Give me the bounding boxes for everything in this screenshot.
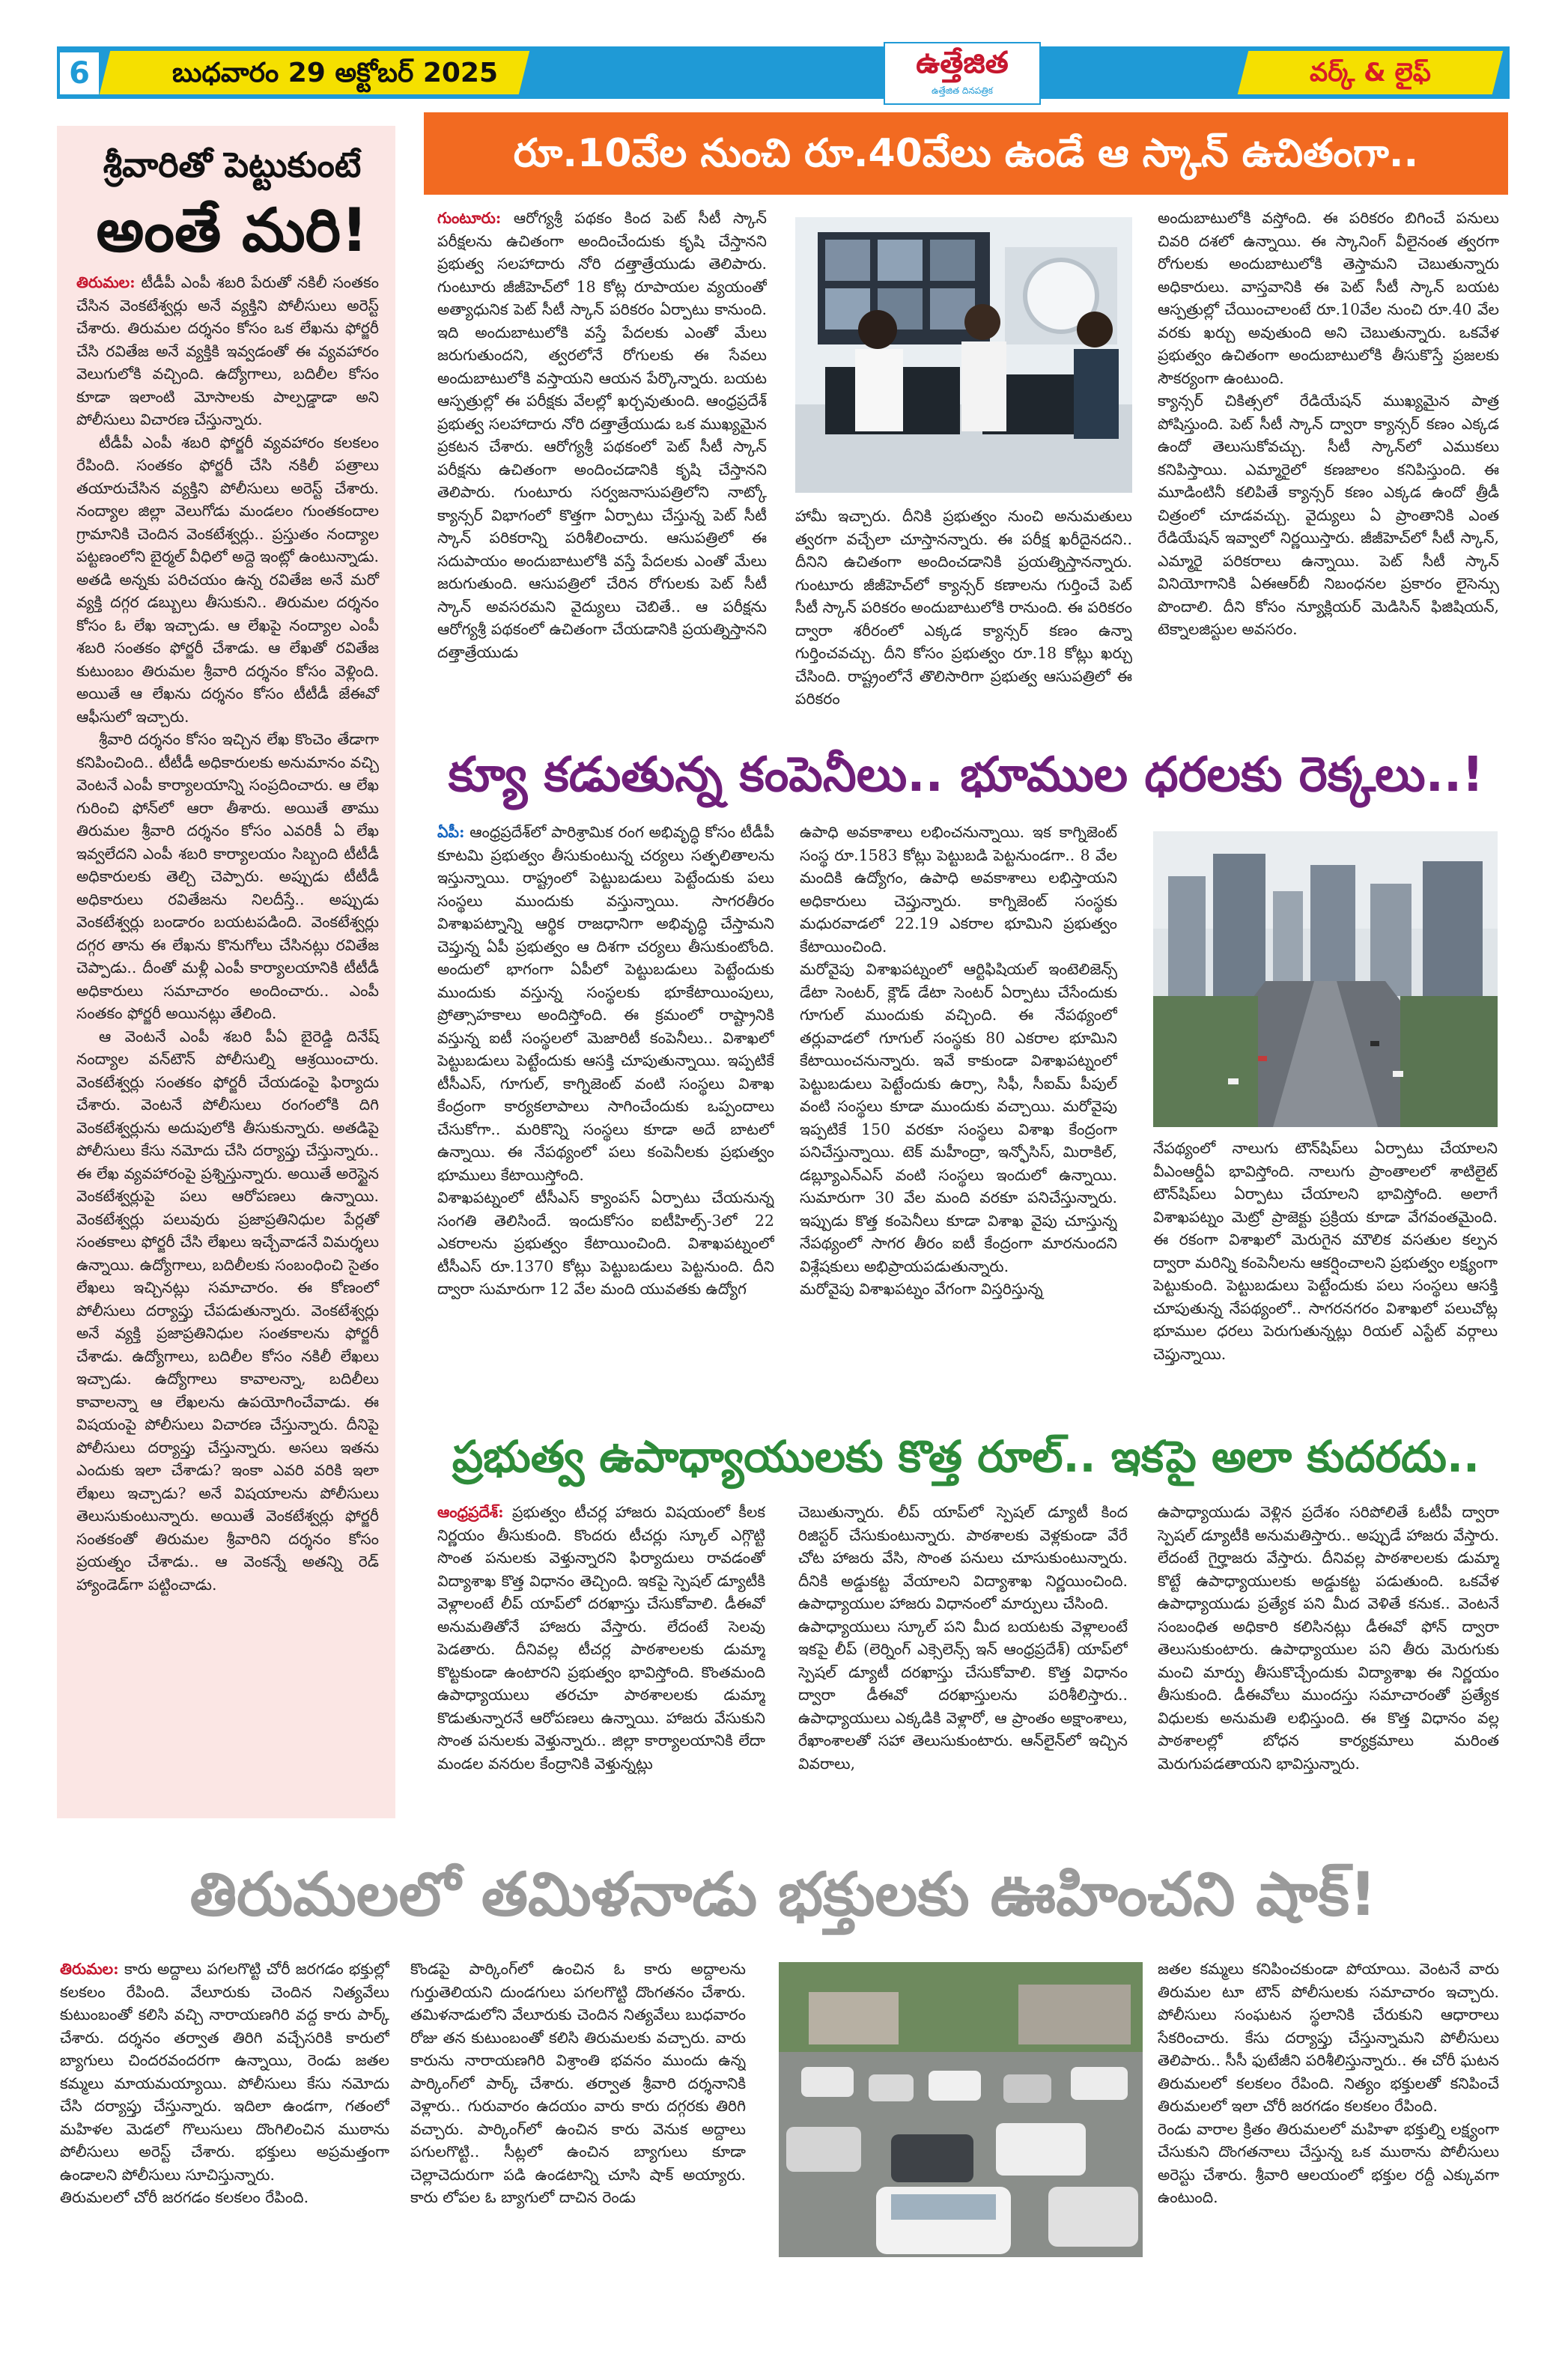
side-paragraph: తిరుమల: టీడీపీ ఎంపీ శబరి పేరుతో నకిలీ సంతకం చేసిన వెంకటేశ్వర్లు అనే వ్యక్తిని పోలీసులు అరెస్ట్ చేశారు. తిరుమల దర్శనం కోసం ఒక లేఖను ఫోర్జరీ చేసి రవితేజ అనే వ్యక్తికి ఇవ్వడంతో ఈ వ్యవహారం వెలుగులోకి వచ్చింది. ఉద్యోగాలు, బదిలీల కోసం కూడా ఇలాంటి మోసాలకు పాల్పడ్డాడా అని పోలీసులు విచారణ చేస్తున్నారు.	[76, 273, 379, 428]
logo-tagline: ఉత్తేజిత దినపత్రిక	[932, 85, 993, 96]
teachers-col-3: ఉపాధ్యాయుడు వెళ్లిన ప్రదేశం సరిపోలితే ఓటీపీ ద్వారా స్పెషల్ డ్యూటీకి అనుమతిస్తారు.. అప్పుడే హాజరు వేస్తారు. లేదంటే గైర్హాజరు వేస్తారు. దీనివల్ల పాఠశాలలకు డుమ్మా కొట్టే ఉపాధ్యాయులకు అడ్డుకట్ట పడుతుంది. ఒకవేళ ఉపాధ్యాయుడు ప్రత్యేక పని మీద వెళితే కనుక.. వెంటనే సంబంధిత అధికారి కలిసినట్లు డీఈవో ఫోన్ ద్వారా తెలుసుకుంటారు. ఉపాధ్యాయుల పని తీరు మెరుగుకు మంచి మార్పు తీసుకొచ్చేందుకు విద్యాశాఖ ఈ నిర్ణయం తీసుకుంది. డీఈవోలు ముందస్తు సమాచారంతో ప్రత్యేక విధులకు అనుమతి లభిస్తుంది. ఈ కొత్త విధానం వల్ల పాఠశాలల్లో బోధన కార్యక్రమాలు మరింత మెరుగుపడతాయని భావిస్తున్నారు.	[1158, 1503, 1499, 1773]
photo-ct-scan-lab	[795, 217, 1132, 493]
tirumala-col-2: కొండపై పార్కింగ్‌లో ఉంచిన ఓ కారు అద్దాలను గుర్తుతెలియని దుండగులు పగలగొట్టి దొంగతనం చేశారు. తమిళనాడులోని వేలూరుకు చెందిన నిత్యవేలు బుధవారం రోజు తన కుటుంబంతో కలిసి తిరుమలకు వచ్చారు. వారు కారును నారాయణగిరి విశ్రాంతి భవనం ముందు ఉన్న పార్కింగ్‌లో పార్క్ చేశారు. తర్వాత శ్రీవారి దర్శనానికి వెళ్లారు.. గురువారం ఉదయం వారు కారు దగ్గరకు తిరిగి వచ్చారు. పార్కింగ్‌లో ఉంచిన కారు వెనుక అద్దాలు పగులగొట్టి.. సీట్లలో ఉంచిన బ్యాగులు కూడా చెల్లాచెదురుగా పడి ఉండటాన్ని చూసి షాక్ అయ్యారు. కారు లోపల ఓ బ్యాగులో దాచిన రెండు	[410, 1960, 746, 2206]
dateline: ఏపీ:	[437, 823, 465, 841]
newspaper-logo	[884, 42, 1041, 105]
logo-title: ఉత్తేజిత	[916, 46, 1009, 80]
scan-col-2: హామీ ఇచ్చారు. దీనికి ప్రభుత్వం నుంచి అనుమతులు త్వరగా వచ్చేలా చూస్తానన్నారు. ఈ పరీక్ష ఖరీదైనదని.. దీనిని ఉచితంగా అందించడానికి ప్రయత్నిస్తానన్నారు. గుంటూరు జీజీహెచ్‌లో క్యాన్సర్ కణాలను గుర్తించే పెట్ సీటీ స్కాన్ పరికరం అందుబాటులోకి రానుంది. ఈ పరికరం ద్వారా శరీరంలో ఎక్కడ క్యాన్సర్ కణం ఉన్నా గుర్తించవచ్చు. దీని కోసం ప్రభుత్వం రూ.18 కోట్లు ఖర్చు చేసింది. రాష్ట్రంలోనే తొలిసారిగా ప్రభుత్వ ఆసుపత్రిలో ఈ పరికరం	[795, 507, 1132, 708]
scan-col-1: గుంటూరు: ఆరోగ్యశ్రీ పథకం కింద పెట్ సీటీ స్కాన్ పరీక్షలను ఉచితంగా అందించేందుకు కృషి చేస్తానని ప్రభుత్వ సలహాదారు నోరి దత్తాత్రేయుడు తెలిపారు. గుంటూరు జీజీహెచ్‌లో 18 కోట్ల రూపాయల వ్యయంతో అత్యాధునిక పెట్ సీటీ స్కాన్ పరికరం ఏర్పాటు కానుంది. ఇది అందుబాటులోకి వస్తే పేదలకు ఎంతో మేలు జరుగుతుందని, త్వరలోనే రోగులకు ఈ సేవలు అందుబాటులోకి వస్తాయని ఆయన పేర్కొన్నారు. బయట ఆస్పత్రుల్లో ఈ పరీక్షకు వేలల్లో ఖర్చవుతుంది. ఆంధ్రప్రదేశ్ ప్రభుత్వ సలహాదారు నోరి దత్తాత్రేయుడు ఒక ముఖ్యమైన ప్రకటన చేశారు. ఆరోగ్యశ్రీ పథకంలో పెట్ సీటీ స్కాన్ పరీక్షను ఉచితంగా అందించడానికి కృషి చేస్తానని తెలిపారు. గుంటూరు సర్వజనాసుపత్రిలోని నాట్కో క్యాన్సర్ విభాగంలో కొత్తగా ఏర్పాటు చేస్తున్న పెట్ సీటీ స్కాన్ పరికరాన్ని పరిశీలించారు. ఆసుపత్రిలో ఈ సదుపాయం అందుబాటులోకి వస్తే పేదలకు ఎంతో మేలు జరుగుతుంది. ఆసుపత్రిలో చేరిన రోగులకు పెట్ సీటీ స్కాన్ అవసరమని వైద్యులు చెబితే.. ఆ పరీక్షను ఆరోగ్యశ్రీ పథకంలో ఉచితంగా చేయడానికి ప్రయత్నిస్తానని దత్తాత్రేయుడు	[437, 209, 767, 661]
headline-teachers: ప్రభుత్వ ఉపాధ్యాయులకు కొత్త రూల్.. ఇకపై అలా కుదరదు..	[452, 1431, 1480, 1482]
side-story-title: అంతే మరి!	[96, 195, 368, 265]
side-paragraph: టీడీపీ ఎంపీ శబరి ఫోర్జరీ వ్యవహారం కలకలం రేపింది. సంతకం ఫోర్జరీ చేసి నకిలీ పత్రాలు తయారుచేసిన వ్యక్తిని పోలీసులు అరెస్ట్ చేశారు. నంద్యాల జిల్లా వెలుగోడు మండలం గుంతకందాల గ్రామానికి చెందిన వెంకటేశ్వర్లు.. ప్రస్తుతం నంద్యాల పట్టణంలోని బైర్మల్ వీధిలో అద్దె ఇంట్లో ఉంటున్నాడు. అతడి అన్నకు పరిచయం ఉన్న రవితేజ అనే మరో వ్యక్తి దగ్గర డబ్బులు తీసుకుని.. తిరుమల దర్శనం కోసం ఓ లేఖ ఇచ్చాడు. ఆ లేఖపై నంద్యాల ఎంపీ శబరి సంతకం ఫోర్జరీ చేశాడు. ఆ లేఖతో రవితేజ కుటుంబం తిరుమల శ్రీవారి దర్శనం కోసం వెళ్లింది. అయితే ఆ లేఖను దర్శనం కోసం టీటీడీ జేఈవో ఆఫీసులో ఇచ్చారు.	[76, 433, 379, 726]
side-paragraph: శ్రీవారి దర్శనం కోసం ఇచ్చిన లేఖ కొంచెం తేడాగా కనిపించింది.. టీటీడీ అధికారులకు అనుమానం వచ్చి వెంటనే ఎంపీ కార్యాలయాన్ని సంప్రదించారు. ఆ లేఖ గురించి ఫోన్‌లో ఆరా తీశారు. అయితే తాము తిరుమల శ్రీవారి దర్శనం కోసం ఎవరికీ ఏ లేఖ ఇవ్వలేదని ఎంపీ శబరి కార్యాలయం సిబ్బంది టీటీడీ అధికారులకు తెల్చి చెప్పారు. అప్పుడు టీటీడీ అధికారులు రవితేజను నిలదీస్తే.. అప్పుడు వెంకటేశ్వర్లు బండారం బయటపడింది. వెంకటేశ్వర్లు దగ్గర తాను ఈ లేఖను కొనుగోలు చేసినట్లు రవితేజ చెప్పాడు.. దీంతో మళ్లీ ఎంపీ కార్యాలయానికి టీటీడీ అధికారులు సమాచారం అందించారు.. ఎంపీ సంతకం ఫోర్జరీ అయినట్లు తేలింది.	[76, 730, 379, 1022]
teachers-col-1: ఆంధ్రప్రదేశ్: ప్రభుత్వం టీచర్ల హాజరు విషయంలో కీలక నిర్ణయం తీసుకుంది. కొందరు టీచర్లు స్కూల్ ఎగ్గొట్టి సొంత పనులకు వెళ్తున్నారని ఫిర్యాదులు రావడంతో విద్యాశాఖ కొత్త విధానం తెచ్చింది. ఇకపై స్పెషల్ డ్యూటీకి వెళ్లాలంటే లీప్ యాప్‌లో దరఖాస్తు చేసుకోవాలి. డీఈవో అనుమతితోనే హాజరు వేస్తారు. లేదంటే సెలవు పెడతారు. దీనివల్ల టీచర్ల పాఠశాలలకు డుమ్మా కొట్టకుండా ఉంటారని ప్రభుత్వం భావిస్తోంది. కొంతమంది ఉపాధ్యాయులు తరచూ పాఠశాలలకు డుమ్మా కొడుతున్నారనే ఆరోపణలు ఉన్నాయి. హాజరు వేసుకుని సొంత పనులకు వెళ్తున్నారు.. జిల్లా కార్యాలయానికి లేదా మండల వనరుల కేంద్రానికి వెళ్తున్నట్లు	[437, 1503, 765, 1773]
land-col-2: ఉపాధి అవకాశాలు లభించనున్నాయి. ఇక కాగ్నిజెంట్ సంస్థ రూ.1583 కోట్లు పెట్టుబడి పెట్టనుండగా.. 8 వేల మందికి ఉద్యోగం, ఉపాధి అవకాశాలు లభిస్తాయని అధికారులు చెప్తున్నారు. కాగ్నిజెంట్ సంస్థకు మధురవాడలో 22.19 ఎకరాల భూమిని ప్రభుత్వం కేటాయించింది. మరోవైపు విశాఖపట్నంలో ఆర్టిఫిషియల్ ఇంటెలిజెన్స్ డేటా సెంటర్, క్లౌడ్ డేటా సెంటర్ ఏర్పాటు చేసేందుకు గూగుల్ ముందుకు వచ్చింది. ఈ నేపథ్యంలో తర్లువాడలో గూగుల్ సంస్థకు 80 ఎకరాల భూమిని కేటాయించనున్నారు. ఇవే కాకుండా విశాఖపట్నంలో పెట్టుబడులు పెట్టేందుకు ఉర్సా, సిఫీ, సీఐమ్ పీపుల్ వంటి సంస్థలు కూడా ముందుకు వచ్చాయి. మరోవైపు ఇప్పటికే 150 వరకూ సంస్థలు విశాఖ కేంద్రంగా పనిచేస్తున్నాయి. టెక్ మహీంద్రా, ఇన్ఫోసిస్, మిరాకిల్, డబ్ల్యూఎన్‌ఎస్ వంటి సంస్థలు ఇందులో ఉన్నాయి. సుమారుగా 30 వేల మంది వరకూ పనిచేస్తున్నారు. ఇప్పుడు కొత్త కంపెనీలు కూడా విశాఖ వైపు చూస్తున్న నేపథ్యంలో సాగర తీరం ఐటీ కేంద్రంగా మారనుందని విశ్లేషకులు అభిప్రాయపడుతున్నారు. మరోవైపు విశాఖపట్నం వేగంగా విస్తరిస్తున్న	[800, 823, 1117, 1298]
tirumala-col-1: తిరుమల: కారు అద్దాలు పగలగొట్టి చోరీ జరగడం భక్తుల్లో కలకలం రేపింది. వేలూరుకు చెందిన నిత్యవేలు కుటుంబంతో కలిసి వచ్చి నారాయణగిరి వద్ద కారు పార్క్ చేశారు. దర్శనం తర్వాత తిరిగి వచ్చేసరికి కారులో బ్యాగులు చిందరవందరగా ఉన్నాయి, రెండు జతల కమ్మలు మాయమయ్యాయి. పోలీసులు కేసు నమోదు చేసి దర్యాప్తు చేస్తున్నారు. ఇదిలా ఉండగా, గతంలో మహిళల మెడలో గొలుసులు దొంగిలించిన ముఠాను పోలీసులు అరెస్ట్ చేశారు. భక్తులు అప్రమత్తంగా ఉండాలని పోలీసులు సూచిస్తున్నారు. తిరుమలలో చోరీ జరగడం కలకలం రేపింది.	[60, 1960, 389, 2206]
headline-scan: రూ.10వేల నుంచి రూ.40వేలు ఉండే ఆ స్కాన్ ఉచితంగా..	[513, 131, 1419, 176]
land-col-1: ఏపీ: ఆంధ్రప్రదేశ్‌లో పారిశ్రామిక రంగ అభివృద్ధి కోసం టీడీపీ కూటమి ప్రభుత్వం తీసుకుంటున్న చర్యలు సత్ఫలితాలను ఇస్తున్నాయి. రాష్ట్రంలో పెట్టుబడులు పెట్టేందుకు పలు సంస్థలు ముందుకు వస్తున్నాయి. సాగరతీరం విశాఖపట్నాన్ని ఆర్థిక రాజధానిగా అభివృద్ధి చేస్తామని చెప్తున్న ఏపీ ప్రభుత్వం ఆ దిశగా చర్యలు తీసుకుంటోంది. అందులో భాగంగా ఏపీలో పెట్టుబడులు పెట్టేందుకు ముందుకు వస్తున్న సంస్థలకు భూకేటాయింపులు, ప్రోత్సాహకాలు అందిస్తోంది. ఈ క్రమంలో రాష్ట్రానికి వస్తున్న ఐటీ సంస్థలలో మెజారిటీ కంపెనీలు.. విశాఖలో పెట్టుబడులు పెట్టేందుకు ఆసక్తి చూపుతున్నాయి. ఇప్పటికే టీసీఎస్, గూగుల్, కాగ్నిజెంట్ వంటి సంస్థలు విశాఖ కేంద్రంగా కార్యకలాపాలు సాగించేందుకు ఒప్పందాలు చేసుకోగా.. మరికొన్ని సంస్థలు కూడా అదే బాటలో ఉన్నాయి. ఈ నేపథ్యంలో పలు కంపెనీలకు ప్రభుత్వం భూములు కేటాయిస్తోంది. విశాఖపట్నంలో టీసీఎస్ క్యాంపస్ ఏర్పాటు చేయనున్న సంగతి తెలిసిందే. ఇందుకోసం ఐటీహిల్స్-3లో 22 ఎకరాలను ప్రభుత్వం కేటాయించింది. విశాఖపట్నంలో టీసీఎస్ రూ.1370 కోట్లు పెట్టుబడులు పెట్టనుంది. దీని ద్వారా సుమారుగా 12 వేల మంది యువతకు ఉద్యోగ	[437, 823, 774, 1298]
dateline: ఆంధ్రప్రదేశ్:	[437, 1503, 504, 1521]
teachers-col-2: చెబుతున్నారు. లీప్ యాప్‌లో స్పెషల్ డ్యూటీ కింద రిజిస్టర్ చేసుకుంటున్నారు. పాఠశాలకు వెళ్లకుండా వేరే చోట హాజరు వేసి, సొంత పనులు చూసుకుంటున్నారు. దీనికి అడ్డుకట్ట వేయాలని విద్యాశాఖ నిర్ణయించింది. ఉపాధ్యాయుల హాజరు విధానంలో మార్పులు చేసింది. ఉపాధ్యాయులు స్కూల్ పని మీద బయటకు వెళ్లాలంటే ఇకపై లీప్ (లెర్నింగ్ ఎక్సెలెన్స్ ఇన్ ఆంధ్రప్రదేశ్) యాప్‌లో స్పెషల్ డ్యూటీ దరఖాస్తు చేసుకోవాలి. కొత్త విధానం ద్వారా డీఈవో దరఖాస్తులను పరిశీలిస్తారు.. ఉపాధ్యాయులు ఎక్కడికి వెళ్లారో, ఆ ప్రాంతం అక్షాంశాలు, రేఖాంశాలతో సహా తెలుసుకుంటారు. ఆన్‌లైన్‌లో ఇచ్చిన వివరాలు,	[798, 1503, 1128, 1773]
side-story-kicker: శ్రీవారితో పెట్టుకుంటే	[103, 145, 362, 185]
land-col-3: నేపథ్యంలో నాలుగు టౌన్‌షిప్‌లు ఏర్పాటు చేయాలని వీఎంఆర్డీఏ భావిస్తోంది. నాలుగు ప్రాంతాలలో శాటిలైట్ టౌన్‌షిప్‌లు ఏర్పాటు చేయాలని భావిస్తోంది. అలాగే విశాఖపట్నం మెట్రో ప్రాజెక్టు ప్రక్రియ కూడా వేగవంతమైంది. ఈ రకంగా విశాఖలో మెరుగైన మౌలిక వసతుల కల్పన ద్వారా మరిన్ని కంపెనీలను ఆకర్షించాలని ప్రభుత్వం లక్ష్యంగా పెట్టుకుంది. పెట్టుబడులు పెట్టేందుకు పలు సంస్థలు ఆసక్తి చూపుతున్న నేపథ్యంలో.. సాగరనగరం విశాఖలో పలుచోట్ల భూముల ధరలు పెరుగుతున్నట్లు రియల్ ఎస్టేట్ వర్గాలు చెప్తున్నాయి.	[1153, 1139, 1498, 1363]
photo-city-skyline	[1153, 831, 1498, 1127]
issue-date: బుధవారం 29 అక్టోబర్ 2025	[172, 58, 499, 88]
side-paragraph: ఆ వెంటనే ఎంపీ శబరి పీఏ బైరెడ్డి దినేష్ నంద్యాల వన్‌టౌన్ పోలీసుల్ని ఆశ్రయించారు. వెంకటేశ్వర్లు సంతకం ఫోర్జరీ చేయడంపై ఫిర్యాదు చేశారు. వెంటనే పోలీసులు రంగంలోకి దిగి వెంకటేశ్వర్లును అదుపులోకి తీసుకున్నారు. అతడిపై పోలీసులు కేసు నమోదు చేసి దర్యాప్తు చేస్తున్నారు.. ఈ లేఖ వ్యవహారంపై ప్రశ్నిస్తున్నారు. అయితే అరెస్టైన వెంకటేశ్వర్లుపై పలు ఆరోపణలు ఉన్నాయి. వెంకటేశ్వర్లు పలువురు ప్రజాప్రతినిధుల పేర్లతో సంతకాలు ఫోర్జరీ చేసి లేఖలు ఇచ్చేవాడనే విమర్శలు ఉన్నాయి. ఉద్యోగాలు, బదిలీలకు సంబంధించి సైతం లేఖలు ఇచ్చినట్లు సమాచారం. ఈ కోణంలో పోలీసులు దర్యాప్తు చేపడుతున్నారు. వెంకటేశ్వర్లు అనే వ్యక్తి ప్రజాప్రతినిధుల సంతకాలను ఫోర్జరీ చేశాడు. ఉద్యోగాలు, బదిలీల కోసం నకిలీ లేఖలు ఇచ్చాడు. ఉద్యోగాలు కావాలన్నా, బదిలీలు కావాలన్నా ఆ లేఖలను ఉపయోగించేవాడు. ఈ విషయంపై పోలీసులు విచారణ చేస్తున్నారు. దీనిపై పోలీసులు దర్యాప్తు చేస్తున్నారు. అసలు ఇతను ఎందుకు ఇలా చేశాడు? ఇంకా ఎవరి వరికి ఇలా లేఖలు ఇచ్చాడు? అనే విషయాలను పోలీసులు తెలుసుకుంటున్నారు. అయితే వెంకటేశ్వర్లు ఫోర్జరీ సంతకంతో తిరుమల శ్రీవారిని దర్శనం కోసం ప్రయత్నం చేశాడు.. ఆ వెంకన్నే అతన్ని రెడ్ హ్యాండెడ్‌గా పట్టించాడు.	[76, 1027, 379, 1594]
dateline: తిరుమల:	[76, 273, 136, 291]
side-story-body	[76, 271, 379, 1596]
dateline: తిరుమల:	[60, 1960, 119, 1978]
page-number: 6	[60, 52, 99, 94]
tirumala-col-3: జతల కమ్మలు కనిపించకుండా పోయాయి. వెంటనే వారు తిరుమల టూ టౌన్ పోలీసులకు సమాచారం ఇచ్చారు. పోలీసులు సంఘటన స్థలానికి చేరుకుని ఆధారాలు సేకరించారు. కేసు దర్యాప్తు చేస్తున్నామని పోలీసులు తెలిపారు.. సీసీ ఫుటేజీని పరిశీలిస్తున్నారు.. ఈ చోరీ ఘటన తిరుమలలో కలకలం రేపింది. నిత్యం భక్తులతో కనిపించే తిరుమలలో ఇలా చోరీ జరగడం కలకలం రేపింది. రెండు వారాల క్రితం తిరుమలలో మహిళా భక్తుల్ని లక్ష్యంగా చేసుకుని దొంగతనాలు చేస్తున్న ఒక ముఠాను పోలీసులు అరెస్టు చేశారు. శ్రీవారి ఆలయంలో భక్తుల రద్దీ ఎక్కువగా ఉంటుంది.	[1158, 1960, 1499, 2206]
headline-tirumala: తిరుమలలో తమిళనాడు భక్తులకు ఊహించని షాక్!	[189, 1859, 1377, 1929]
dateline: గుంటూరు:	[437, 209, 502, 227]
photo-parking-lot	[779, 1962, 1143, 2257]
headline-land: క్యూ కడుతున్న కంపెనీలు.. భూముల ధరలకు రెక్కలు..!	[448, 747, 1484, 803]
scan-col-3: అందుబాటులోకి వస్తోంది. ఈ పరికరం బిగించే పనులు చివరి దశలో ఉన్నాయి. ఈ స్కానింగ్ వీలైనంత త్వరగా రోగులకు అందుబాటులోకి తెస్తామని చెబుతున్నారు అధికారులు. వాస్తవానికి ఈ పెట్ సీటీ స్కాన్ బయట ఆస్పత్రుల్లో చేయించాలంటే రూ.10వేల నుంచి రూ.40 వేల వరకు ఖర్చు అవుతుంది అని చెబుతున్నారు. ఒకవేళ ప్రభుత్వం ఉచితంగా అందుబాటులోకి తీసుకొస్తే ప్రజలకు సౌకర్యంగా ఉంటుంది. క్యాన్సర్ చికిత్సలో రేడియేషన్ ముఖ్యమైన పాత్ర పోషిస్తుంది. పెట్ సీటీ స్కాన్ ద్వారా క్యాన్సర్ కణం ఎక్కడ ఉందో తెలుసుకోవచ్చు. సీటీ స్కాన్‌లో ఎముకలు కనిపిస్తాయి. ఎమ్మారైలో కణజాలం కనిపిస్తుంది. ఈ మూడింటినీ కలిపితే క్యాన్సర్ కణం ఎక్కడ ఉందో త్రీడీ చిత్రంలో చూడవచ్చు. వైద్యులు ఏ ప్రాంతానికి ఎంత రేడియేషన్ ఇవ్వాలో నిర్ణయిస్తారు. జీజీహెచ్‌లో సీటీ స్కాన్, ఎమ్మారై పరికరాలు ఉన్నాయి. పెట్ సీటీ స్కాన్ వినియోగానికి ఏఈఆర్‌బీ నిబంధనల ప్రకారం లైసెన్సు పొందాలి. దీని కోసం న్యూక్లియర్ మెడిసిన్ ఫిజిషియన్, టెక్నాలజిస్టుల అవసరం.	[1158, 209, 1499, 638]
section-name: వర్క్ & లైఫ్	[1310, 58, 1431, 88]
